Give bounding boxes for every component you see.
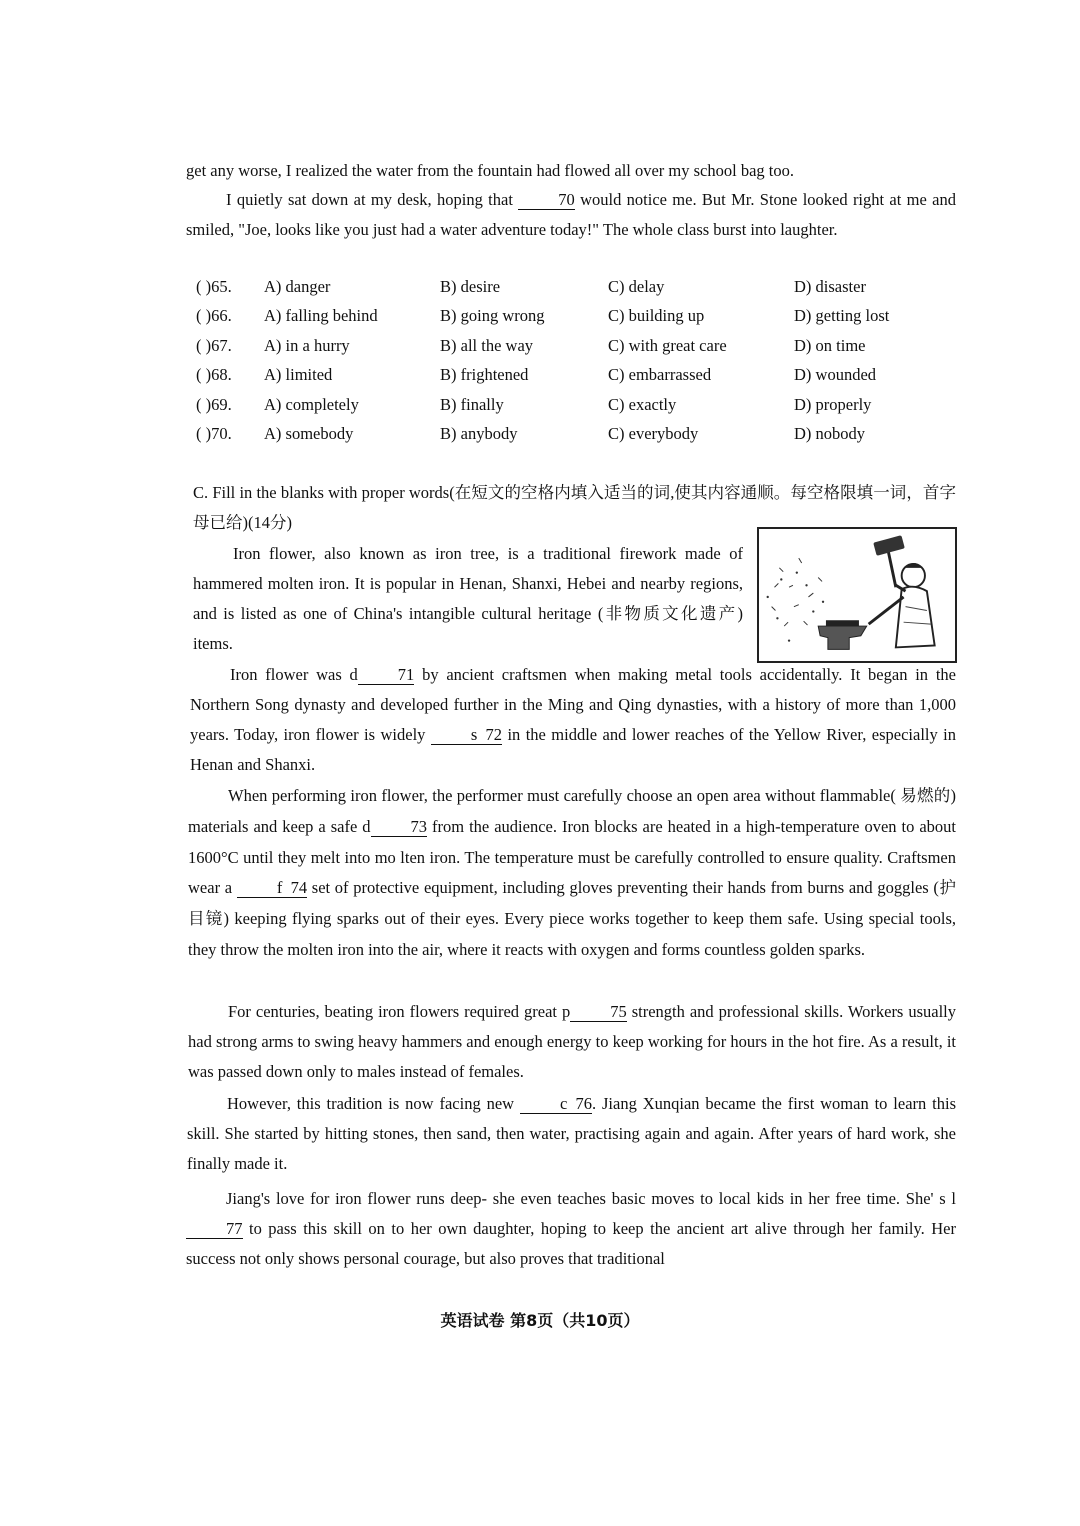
question-row-69 bbox=[196, 390, 956, 420]
blank-77[interactable]: 77 bbox=[186, 1220, 243, 1239]
option-c: C) building up bbox=[608, 306, 705, 326]
question-number[interactable]: ( )68. bbox=[196, 365, 232, 385]
option-b: B) going wrong bbox=[440, 306, 545, 326]
option-d: D) on time bbox=[794, 335, 866, 355]
blank-73[interactable]: 73 bbox=[371, 818, 428, 837]
blank-71[interactable]: 71 bbox=[358, 666, 415, 685]
option-d: D) wounded bbox=[794, 365, 877, 385]
section-c-heading: C. Fill in the blanks with proper words(在短文的空格内填入适当的词,使其内容通顺。每空格限填一词，首字母已给)(14分) bbox=[193, 483, 956, 532]
option-a: A) danger bbox=[264, 276, 331, 296]
blank-75[interactable]: 75 bbox=[570, 1003, 627, 1022]
question-number[interactable]: ( )69. bbox=[196, 394, 232, 414]
question-number[interactable]: ( )70. bbox=[196, 424, 232, 444]
option-d: D) nobody bbox=[794, 424, 866, 444]
option-a: A) limited bbox=[264, 365, 333, 385]
option-a: A) falling behind bbox=[264, 306, 378, 326]
option-c: C) delay bbox=[608, 276, 665, 296]
question-number[interactable]: ( )66. bbox=[196, 306, 232, 326]
option-b: B) anybody bbox=[440, 424, 518, 444]
craftsman-illustration bbox=[757, 527, 957, 663]
option-c: C) everybody bbox=[608, 424, 699, 444]
question-row-67 bbox=[196, 331, 956, 361]
question-row-65 bbox=[196, 272, 956, 302]
page-footer: 英语试卷 第8页（共10页） bbox=[440, 1311, 640, 1330]
option-d: D) properly bbox=[794, 394, 872, 414]
option-a: A) somebody bbox=[264, 424, 354, 444]
question-row-68 bbox=[196, 361, 956, 391]
question-number[interactable]: ( )67. bbox=[196, 335, 232, 355]
question-row-70 bbox=[196, 420, 956, 450]
paragraph-4: For centuries, beating iron flowers required great p 75 strength and professional skills. Workers usually had strong arms to swing heavy hammers and enough energy to keep working for hours in the hot fire. As a result, it was passed down only to males instead of females. bbox=[188, 1002, 956, 1081]
question-number[interactable]: ( )65. bbox=[196, 276, 232, 296]
paragraph-5: However, this tradition is now facing new c 76. Jiang Xunqian became the first woman to learn this skill. She started by hitting stones, then sand, then water, practising again and again. After years of hard work, she finally made it. bbox=[187, 1094, 956, 1173]
blank-70[interactable]: 70 bbox=[518, 191, 575, 210]
option-c: C) with great care bbox=[608, 335, 727, 355]
paragraph-2: Iron flower was d 71 by ancient craftsmen when making metal tools accidentally. It began in the Northern Song dynasty and developed further in the Ming and Qing dynasties, with a history of more than 1,000 years. Today, iron flower is widely s 72 in the middle and lower reaches of the Yellow River, especially in Henan and Shanxi. bbox=[190, 665, 956, 774]
option-d: D) disaster bbox=[794, 276, 866, 296]
option-b: B) finally bbox=[440, 394, 504, 414]
paragraph-1: Iron flower, also known as iron tree, is a traditional firework made of hammered molten iron. It is popular in Henan, Shanxi, Hebei and nearby regions, and is listed as one of China's intangible cultural heritage (非物质文化遗产) items. bbox=[193, 544, 743, 653]
option-b: B) all the way bbox=[440, 335, 534, 355]
blank-72[interactable]: s 72 bbox=[431, 726, 502, 745]
question-row-66 bbox=[196, 302, 956, 332]
option-b: B) desire bbox=[440, 276, 501, 296]
blank-74[interactable]: f 74 bbox=[237, 879, 307, 898]
blacksmith-icon bbox=[759, 529, 955, 661]
passage-line: get any worse, I realized the water from the fountain had flowed all over my school bag too. bbox=[186, 161, 795, 180]
paragraph-3: When performing iron flower, the performer must carefully choose an open area without flammable( 易燃的) materials and keep a safe d 73 from the audience. Iron blocks are heated in a high-temperature oven to about 1600°C until they melt into mo lten iron. The temperature must be carefully controlled to ensure quality. Craftsmen wear a f 74 set of protective equipment, including gloves preventing their hands from burns and goggles (护目镜) keeping flying sparks out of their eyes. Every piece works together to keep them safe. Using special tools, they throw the molten iron into the air, where it reacts with oxygen and forms countless golden sparks. bbox=[188, 786, 956, 959]
passage-paragraph: I quietly sat down at my desk, hoping that 70 would notice me. But Mr. Stone looked right at me and smiled, "Joe, looks like you just had a water adventure today!" The whole class burst into laughter. bbox=[186, 190, 956, 239]
option-d: D) getting lost bbox=[794, 306, 890, 326]
options-table bbox=[196, 272, 956, 449]
paragraph-6: Jiang's love for iron flower runs deep- she even teaches basic moves to local kids in her free time. She' s l77 to pass this skill on to her own daughter, hoping to keep the ancient art alive through her family. Her success not only shows personal courage, but also proves that traditional bbox=[186, 1189, 956, 1268]
option-c: C) exactly bbox=[608, 394, 677, 414]
option-a: A) in a hurry bbox=[264, 335, 350, 355]
blank-76[interactable]: c 76 bbox=[520, 1095, 592, 1114]
option-b: B) frightened bbox=[440, 365, 529, 385]
option-a: A) completely bbox=[264, 394, 359, 414]
option-c: C) embarrassed bbox=[608, 365, 712, 385]
